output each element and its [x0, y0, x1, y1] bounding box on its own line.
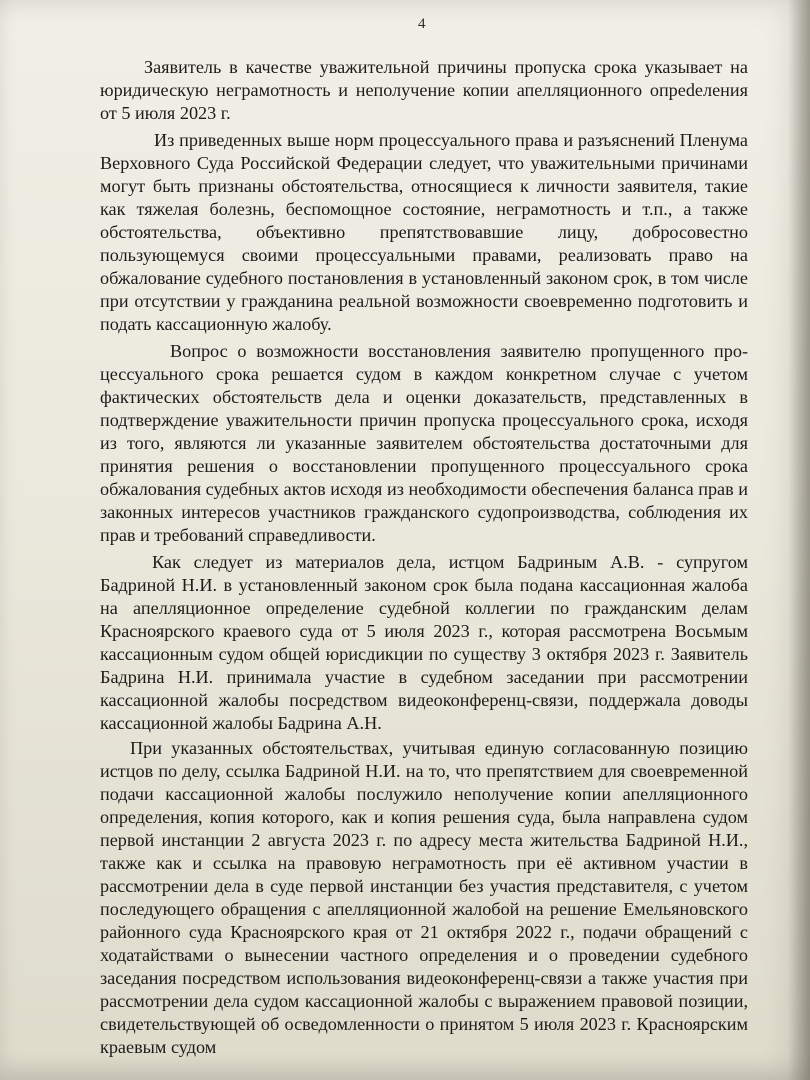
document-body	[100, 56, 748, 1060]
paragraph-1: Заявитель в качестве уважительной причины пропуска срока указывает на юридическую неграмотность и неполучение копии апелляционного опреdеления от 5 июля 2023 г.	[100, 57, 748, 123]
page-edge-shadow	[788, 0, 810, 1080]
paragraph-2: Из приведенных выше норм процессуального права и разъяснений Пленума Верховного Суда Российской Федерации следует, что уважительными причинами могут быть признаны обстоятельства, относящиеся к личности заявителя, такие как тяжелая болезнь, беспомощное состояние, неграмотность и т.п., а также обстоятельства, объективно препятствовавшие лицу, добросовестно пользующемуся своими процессуальными правами, реализовать право на обжалование судебного постановления в установленный законом срок, в том числе при отсутствии у гражданина реальной возможности своевременно подготовить и подать кассационную жалобу.	[100, 130, 748, 334]
paragraph-5: При указанных обстоятельствах, учитывая единую согласованную позицию истцов по делу, ссылка Бадриной Н.И. на то, что препятствием для своевременной подачи кассационной жалобы послужило неполучение копии апелляционного определения, копия которого, как и копия решения суда, была направлена судом первой инстанции 2 августа 2023 г. по адресу места жительства Бадриной Н.И., также как и ссылка на правовую неграмотность при её активном участии в рассмотрении дела в суде первой инстанции без участия представителя, с учетом последующего обращения с апелляционной жалобой на решение Емельяновского районного суда Красноярского края от 21 октября 2022 г., подачи обращений с ходатайствами о вынесении частного определения и о проведении судебного заседания посредством использования видеоконференц-связи а также участия при рассмотрении дела судом кассационной жалобы с выражением правовой позиции, свидетельствующей об осведомленности о принятом 5 июля 2023 г. Красноярским краевым судом	[100, 738, 748, 1057]
page-number: 4	[418, 16, 426, 32]
paragraph-3: Вопрос о возможности восстановления заявителю пропущенного процессуального срока решается судом в каждом конкретном случае с учетом фактических обстоятельств дела и оценки доказательств, представленных в подтверждение уважительности причин пропуска процессуального срока, исходя из того, являются ли указанные заявителем обстоятельства достаточными для принятия решения о восстановлении пропущенного процессуального срока обжалования судебных актов исходя из необходимости обеспечения баланса прав и законных интересов участников гражданского судопроизводства, соблюдения их прав и требований справедливости.	[100, 341, 748, 545]
paragraph-4: Как следует из материалов дела, истцом Бадриным А.В. - супругом Бадриной Н.И. в установленный законом срок была подана кассационная жалоба на апелляционное определение судебной коллегии по гражданским делам Красноярского краевого суда от 5 июля 2023 г., которая рассмотрена Восьмым кассационным судом общей юрисдикции по существу 3 октября 2023 г. Заявитель Бадрина Н.И. принимала участие в судебном заседании при рассмотрении кассационной жалобы посредством видеоконференц-связи, поддержала доводы кассационной жалобы Бадрина А.Н.	[100, 552, 748, 733]
